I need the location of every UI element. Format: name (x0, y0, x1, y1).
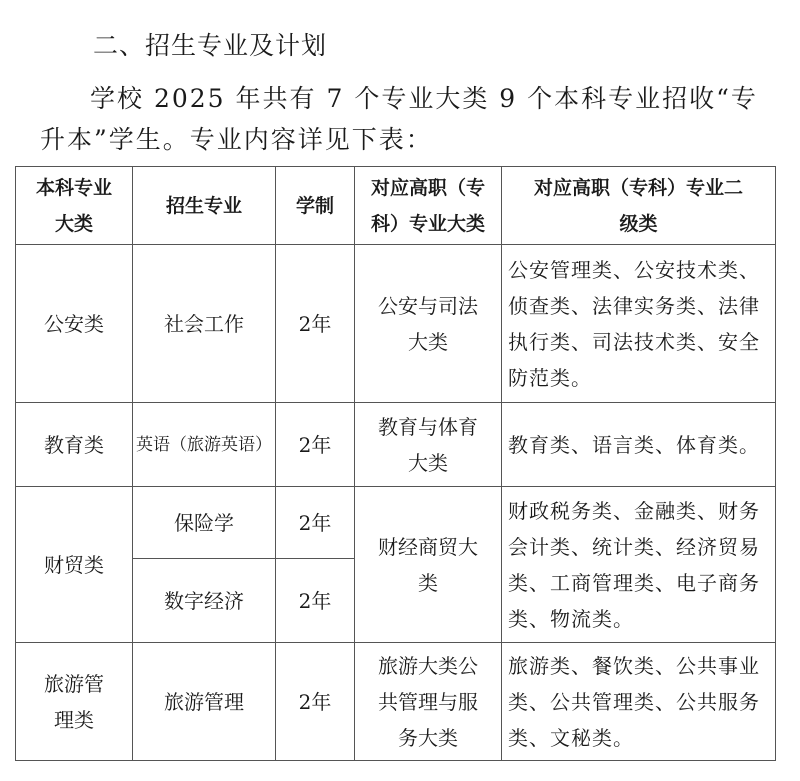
major-cell: 社会工作 (133, 245, 276, 403)
vocational-subcategory-cell: 公安管理类、公安技术类、侦查类、法律实务类、法律执行类、司法技术类、安全防范类。 (502, 245, 776, 403)
major-cell: 旅游管理 (133, 643, 276, 761)
header-major: 招生专业 (133, 167, 276, 245)
section-heading: 二、招生专业及计划 (93, 31, 328, 60)
category-cell: 财贸类 (16, 487, 133, 643)
table-row (16, 403, 776, 487)
table-row (16, 643, 776, 761)
vocational-category-cell: 财经商贸大类 (355, 487, 502, 643)
duration-cell: 2年 (276, 643, 355, 761)
enrollment-plan-table (15, 166, 776, 761)
header-category: 本科专业大类 (16, 167, 133, 245)
duration-cell: 2年 (276, 487, 355, 559)
vocational-category-cell: 教育与体育大类 (355, 403, 502, 487)
vocational-subcategory-cell: 财政税务类、金融类、财务会计类、统计类、经济贸易类、工商管理类、电子商务类、物流类。 (502, 487, 776, 643)
vocational-subcategory-cell: 旅游类、餐饮类、公共事业类、公共管理类、公共服务类、文秘类。 (502, 643, 776, 761)
major-cell: 英语（旅游英语） (133, 403, 276, 487)
intro-paragraph: 学校 2025 年共有 7 个专业大类 9 个本科专业招收“专升本”学生。专业内容详见下表： (40, 84, 758, 154)
table-row (16, 245, 776, 403)
category-cell: 旅游管理类 (16, 643, 133, 761)
major-cell: 保险学 (133, 487, 276, 559)
table-row (16, 487, 776, 559)
header-vocational-subcategory: 对应高职（专科）专业二级类 (502, 167, 776, 245)
major-cell: 数字经济 (133, 559, 276, 643)
category-cell: 教育类 (16, 403, 133, 487)
header-duration: 学制 (276, 167, 355, 245)
duration-cell: 2年 (276, 403, 355, 487)
duration-cell: 2年 (276, 245, 355, 403)
vocational-category-cell: 公安与司法大类 (355, 245, 502, 403)
vocational-category-cell: 旅游大类公共管理与服务大类 (355, 643, 502, 761)
vocational-subcategory-cell: 教育类、语言类、体育类。 (502, 403, 776, 487)
duration-cell: 2年 (276, 559, 355, 643)
category-cell: 公安类 (16, 245, 133, 403)
table-header-row (16, 167, 776, 245)
header-vocational-category: 对应高职（专科）专业大类 (355, 167, 502, 245)
